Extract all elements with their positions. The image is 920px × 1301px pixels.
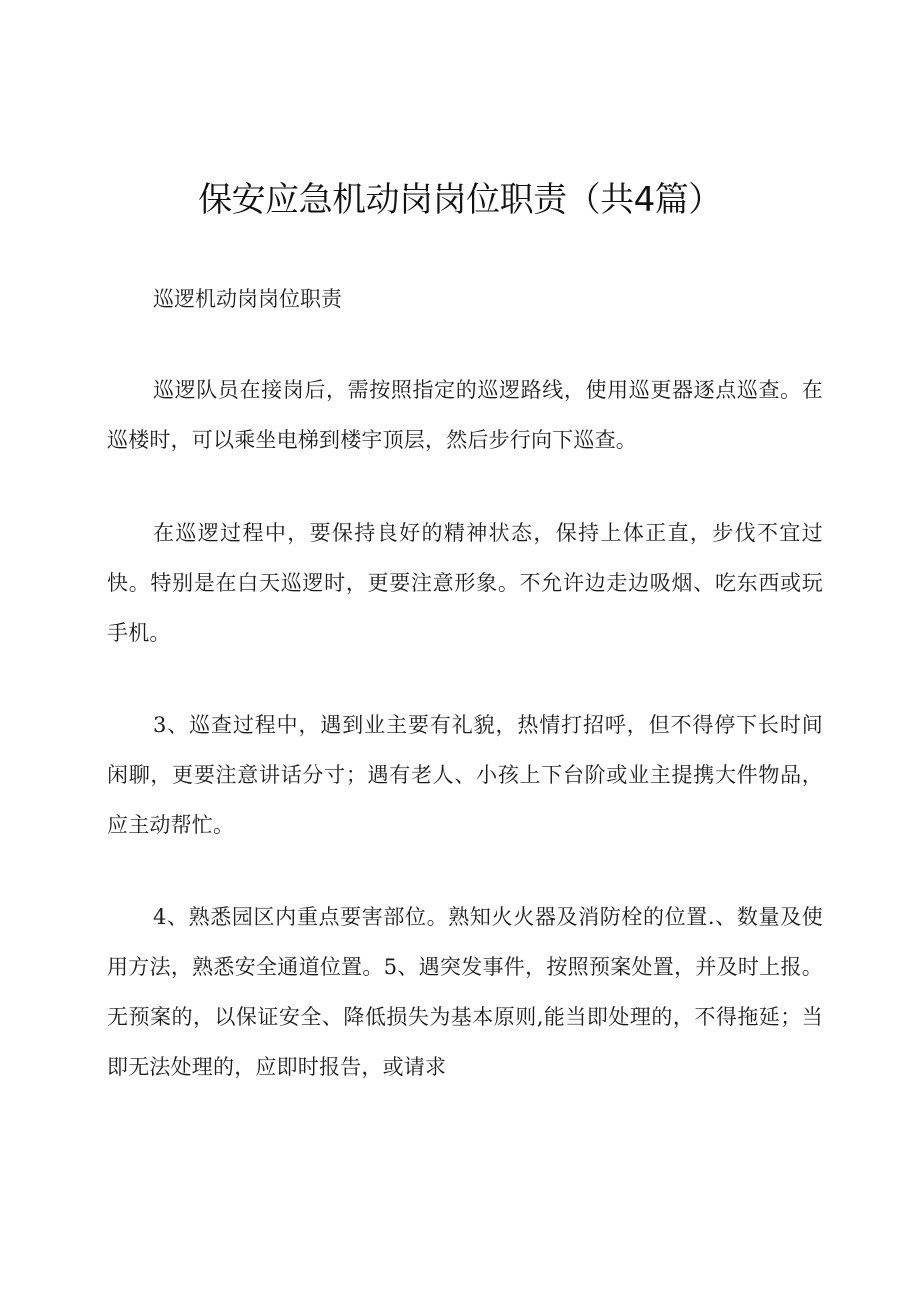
paragraph-1: 巡逻队员在接岗后，需按照指定的巡逻路线，使用巡更器逐点巡查。在巡楼时，可以乘坐电梯到楼宇顶层，然后步行向下巡查。 <box>107 378 823 452</box>
document-title: 保安应急机动岗岗位职责（共4篇） <box>198 180 722 220</box>
paragraph-2: 在巡逻过程中，要保持良好的精神状态，保持上体正直，步伐不宜过快。特别是在白天巡逻时，更要注意形象。不允许边走边吸烟、吃东西或玩手机。 <box>107 521 823 645</box>
paragraph-3: 3、巡查过程中，遇到业主要有礼貌，热情打招呼，但不得停下长时间闲聊，更要注意讲话分寸；遇有老人、小孩上下台阶或业主提携大件物品，应主动帮忙。 <box>107 713 823 837</box>
section-heading: 巡逻机动岗岗位职责 <box>153 287 342 311</box>
paragraph-4: 4、熟悉园区内重点要害部位。熟知火火器及消防栓的位置.、数量及使用方法，熟悉安全通道位置。5、遇突发事件，按照预案处置，并及时上报。无预案的，以保证安全、降低损失为基本原则,能当即处理的，不得拖延；当即无法处理的，应即时报告，或请求 <box>107 905 823 1079</box>
